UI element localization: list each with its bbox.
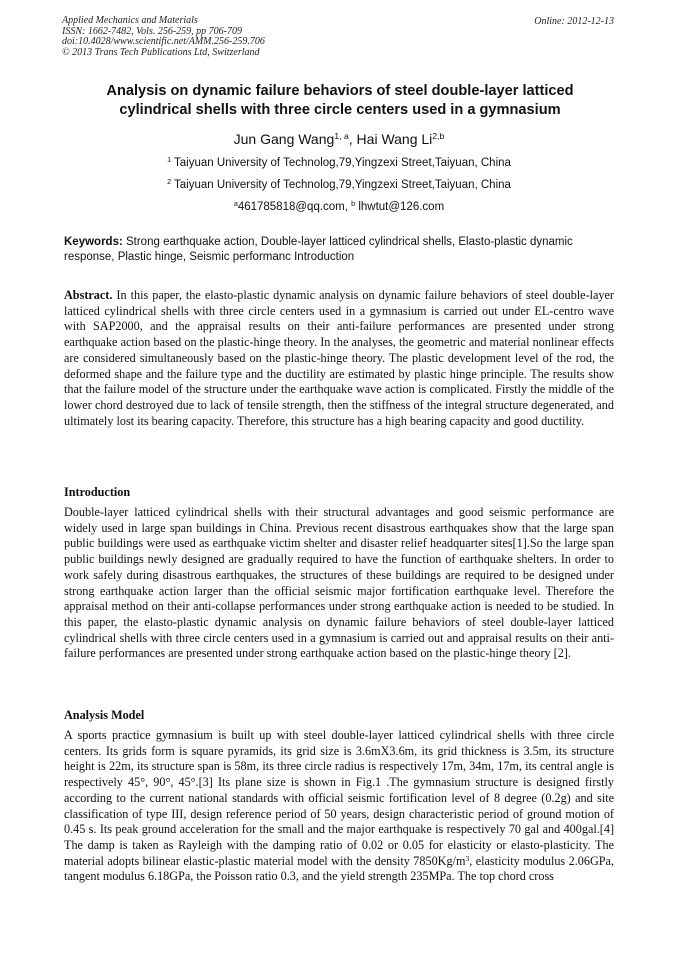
- section-heading-introduction: Introduction: [64, 485, 131, 499]
- abstract-section: [64, 288, 614, 429]
- density-unit-sup: 3: [465, 853, 470, 863]
- email-sup: b: [351, 200, 356, 209]
- publication-info: [62, 16, 265, 58]
- analysis-text: , elasticity modulus 2.06GPa, tangent modulus 6.18GPa, the Poisson ratio 0.3, and the yield strength 235MPa. The top chord cross: [64, 853, 614, 884]
- analysis-model-paragraph: [64, 728, 614, 885]
- affiliation-2: [0, 179, 678, 191]
- keywords-text: Strong earthquake action, Double-layer latticed cylindrical shells, Elasto-plastic dynamic response, Plastic hinge, Seismic performanc Introduction: [64, 236, 573, 263]
- online-date: Online: 2012-12-13: [534, 16, 614, 27]
- author-name: Jun Gang Wang: [233, 131, 335, 147]
- author-separator: ,: [348, 131, 357, 147]
- email-line: [0, 201, 678, 213]
- affiliation-1: [0, 157, 678, 169]
- introduction-paragraph: Double-layer latticed cylindrical shells with their structural advantages and good seismic performance are widely used in large span buildings in China. Previous recent disastrous earthquakes show that the large span public buildings were used as earthquake victim shelter and disaster relief headquarter sites[1].So the large span public buildings newly designed are gradually required to have the function of earthquake shelters. In order to work safely during disastrous earthquakes, the structures of these buildings are required to be designed under strong earthquake action larger than the official seismic major fortification earthquake level. Therefore the appraisal method on their anti-collapse performances under strong earthquake action is needed to be studied. In this paper, the elasto-plastic dynamic analysis on dynamic failure behaviors of steel double-layer latticed cylindrical shells with three circle centers used in a gymnasium is carried out and appraisal results on their anti-failure performances are presented under strong earthquake action based on the plastic-hinge theory [2].: [64, 505, 614, 661]
- doi-line: doi:10.4028/www.scientific.net/AMM.256-259.706: [62, 36, 265, 47]
- abstract-text: In this paper, the elasto-plastic dynamic analysis on dynamic failure behaviors of steel double-layer latticed cylindrical shells with three circle centers used in a gymnasium is carried out under EL-centro wave with SAP2000, and the appraisal results on their anti-failure performances are presented under strong earthquake action based on the plastic-hinge theory. In the analyses, the geometric and material nonlinear effects are considered simultaneously based on the plastic-hinge theory. The plastic development level of the rod, the deformed shape and the failure type and the ductility are estimated by plastic hinge principle. The results show that the failure model of the structure under the earthquake wave action is complicated. Firstly the middle of the lower chord destroyed due to lack of tensile strength, then the stiffness of the integral structure degenerated, and ultimately lost its bearing capacity. Therefore, this structure has a high bearing capacity and good ductility.: [64, 288, 614, 428]
- affiliation-sup: 2: [167, 178, 172, 187]
- abstract-label: Abstract.: [64, 288, 113, 302]
- keywords-section: [64, 235, 614, 265]
- issn-line: ISSN: 1662-7482, Vols. 256-259, pp 706-709: [62, 25, 242, 37]
- journal-name: Applied Mechanics and Materials: [62, 15, 198, 26]
- keywords-label: Keywords:: [64, 236, 123, 248]
- author-name: Hai Wang Li: [356, 131, 433, 147]
- affiliation-text: Taiyuan University of Technolog,79,Yingzexi Street,Taiyuan, China: [174, 157, 511, 169]
- copyright-line: © 2013 Trans Tech Publications Ltd, Switzerland: [62, 46, 260, 58]
- analysis-text: A sports practice gymnasium is built up with steel double-layer latticed cylindrical shells with three circle centers. Its grids form is square pyramids, its grid size is 3.6mX3.6m, its grid thickness is 3.5m, its structure height is 22m, its structure span is 58m, its three circle radius is respectively 17m, 34m, 17m, its central angle is respectively 45°, 90°, 45°.[3] Its plane size is shown in Fig.1 .The gymnasium structure is designed firstly according to the current national standards with official seismic fortification level of 8 degree (0.2g) and site classification of type III, design reference period of 50 years, design characteristic period of ground motion of 0.45 s. Its peak ground acceleration for the small and the major earthquake is respectively 70 gal and 400gal.[4] The damp is taken as Rayleigh with the damping ratio of 0.02 or 0.05 for elasticity or elasto-plasticity. The material adopts bilinear elastic-plastic material model with the density 7850Kg/m: [64, 728, 614, 868]
- affiliation-sup: 1: [167, 156, 172, 165]
- email-sup: a: [233, 200, 238, 209]
- email-text: lhwtut@126.com: [355, 201, 445, 213]
- author-affiliation-sup: 2,b: [432, 131, 445, 142]
- affiliation-text: Taiyuan University of Technolog,79,Yingzexi Street,Taiyuan, China: [174, 179, 511, 191]
- author-line: [0, 131, 678, 147]
- author-affiliation-sup: 1, a: [334, 131, 349, 142]
- paper-title: Analysis on dynamic failure behaviors of steel double-layer latticed cylindrical shells with three circle centers used in a gymnasium: [106, 83, 574, 118]
- section-heading-analysis-model: Analysis Model: [64, 708, 145, 722]
- email-text: 461785818@qq.com,: [237, 201, 352, 213]
